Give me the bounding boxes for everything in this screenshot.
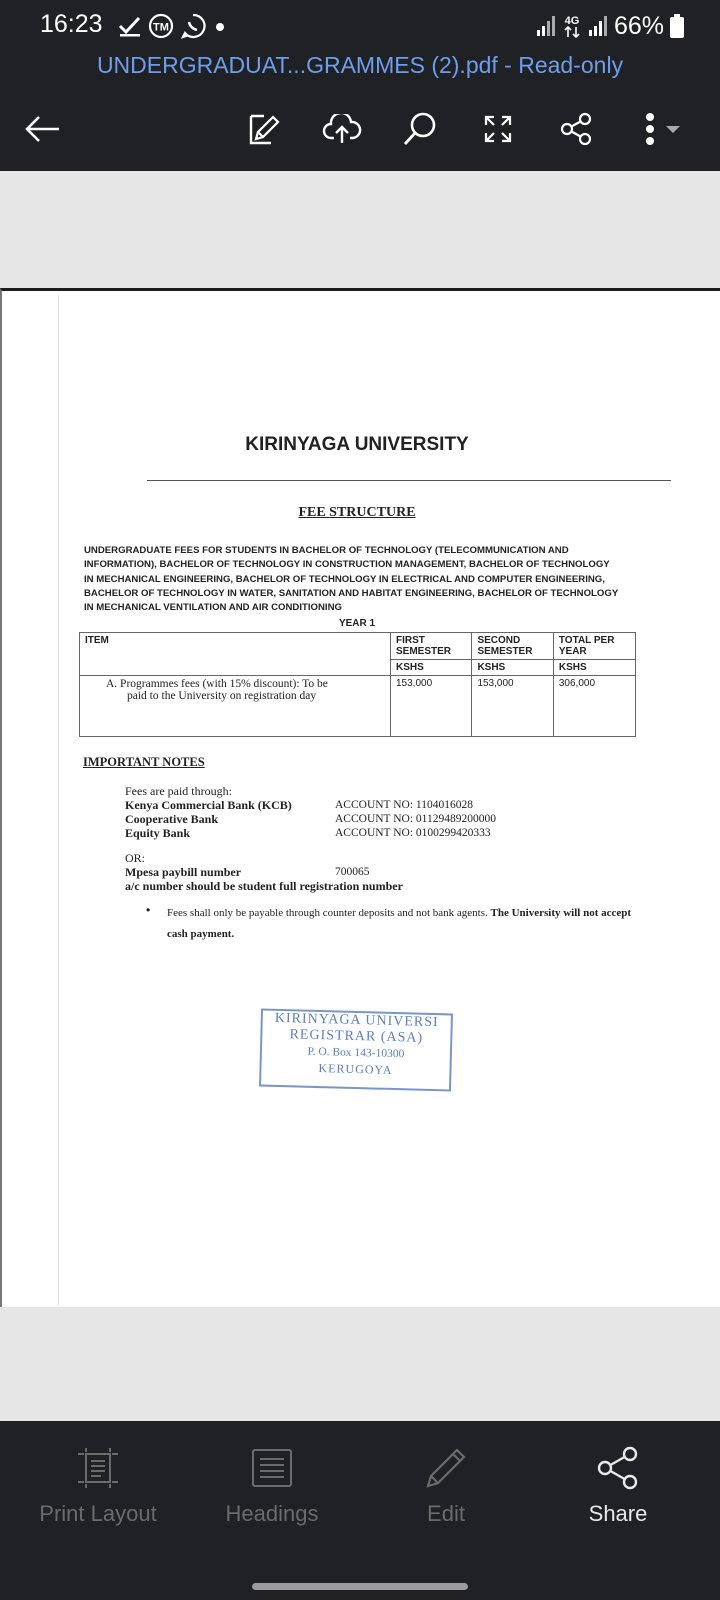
currency-cell: KSHS bbox=[472, 660, 553, 676]
description-line: UNDERGRADUATE FEES FOR STUDENTS IN BACHELOR OF TECHNOLOGY (TELECOMMUNICATION AND bbox=[84, 545, 569, 556]
description-line: INFORMATION), BACHELOR OF TECHNOLOGY IN CONSTRUCTION MANAGEMENT, BACHELOR OF TECHNOLOGY bbox=[84, 559, 610, 571]
year-label: YEAR 1 bbox=[338, 618, 376, 629]
stamp-line: P. O. Box 143-10300 bbox=[307, 1045, 405, 1061]
print-layout-button[interactable] bbox=[8, 1443, 188, 1543]
search-button[interactable] bbox=[396, 103, 444, 155]
4g-data-icon bbox=[562, 13, 582, 39]
notification-dot-icon bbox=[212, 18, 228, 34]
status-time: 16:23 bbox=[40, 10, 103, 38]
headings-button[interactable] bbox=[182, 1443, 362, 1543]
header-item: ITEM bbox=[80, 633, 391, 676]
fees-description bbox=[84, 544, 649, 615]
share-icon bbox=[596, 1446, 640, 1490]
account-number-note: a/c number should be student full registration number bbox=[125, 879, 403, 893]
signal-icon bbox=[588, 15, 608, 37]
bullet-note-text: Fees shall only be payable through counter deposits and not bank agents. bbox=[167, 907, 488, 919]
share-button-top[interactable] bbox=[552, 103, 600, 155]
table-row bbox=[80, 676, 636, 737]
header-total-per-year bbox=[553, 633, 635, 660]
mpesa-paybill-number: 700065 bbox=[335, 866, 370, 878]
header-text: SEMESTER bbox=[477, 646, 533, 657]
search-icon bbox=[402, 111, 438, 147]
paid-through-text: Fees are paid through: bbox=[125, 784, 232, 798]
dropdown-arrow-icon bbox=[665, 124, 681, 134]
back-arrow-icon bbox=[23, 114, 61, 144]
row-item-line: A. Programmes fees (with 15% discount): To be bbox=[106, 678, 328, 690]
whatsapp-icon bbox=[180, 13, 206, 39]
row-second-semester: 153,000 bbox=[472, 676, 553, 737]
currency-cell: KSHS bbox=[391, 660, 472, 676]
headings-icon bbox=[251, 1448, 293, 1488]
bullet-icon: • bbox=[146, 903, 151, 917]
stamp-line: KERUGOYA bbox=[318, 1061, 393, 1077]
header-text: SEMESTER bbox=[396, 646, 452, 657]
print-layout-icon bbox=[76, 1446, 120, 1490]
row-total: 306,000 bbox=[553, 676, 635, 737]
svg-text:TM: TM bbox=[153, 21, 169, 34]
fullscreen-button[interactable] bbox=[474, 103, 522, 155]
row-item-line: paid to the University on registration day bbox=[127, 690, 317, 702]
header-text: TOTAL PER bbox=[558, 635, 615, 646]
edit-document-button[interactable] bbox=[240, 103, 288, 155]
share-label: Share bbox=[588, 1501, 648, 1526]
bank-name: Cooperative Bank bbox=[125, 812, 218, 826]
bank-name: Equity Bank bbox=[125, 826, 191, 840]
back-button[interactable] bbox=[18, 103, 66, 155]
svg-text:4G: 4G bbox=[564, 15, 580, 27]
mpesa-label: Mpesa paybill number bbox=[125, 865, 242, 879]
header-second-semester bbox=[472, 633, 553, 660]
top-app-bar bbox=[0, 0, 720, 171]
row-item bbox=[80, 676, 391, 737]
print-layout-label: Print Layout bbox=[39, 1501, 157, 1526]
bank-account: ACCOUNT NO: 1104016028 bbox=[335, 799, 474, 811]
bank-account: ACCOUNT NO: 0100299420333 bbox=[335, 827, 491, 839]
headings-label: Headings bbox=[225, 1501, 319, 1526]
pdf-page[interactable] bbox=[0, 288, 720, 1307]
university-title: KIRINYAGA UNIVERSITY bbox=[245, 434, 469, 455]
title-divider bbox=[147, 480, 671, 481]
bullet-note bbox=[167, 903, 637, 945]
header-text: FIRST bbox=[396, 635, 425, 646]
toolbar bbox=[0, 103, 720, 155]
or-text: OR: bbox=[125, 851, 146, 865]
edit-label: Edit bbox=[427, 1501, 465, 1526]
bottom-bar bbox=[0, 1421, 720, 1600]
cloud-upload-button[interactable] bbox=[318, 103, 366, 155]
table-header-row bbox=[80, 633, 636, 660]
signal-icon bbox=[536, 15, 556, 37]
currency-cell: KSHS bbox=[553, 660, 635, 676]
more-menu-icon bbox=[643, 112, 657, 146]
header-first-semester bbox=[391, 633, 472, 660]
edit-document-icon bbox=[247, 112, 281, 146]
document-title[interactable]: UNDERGRADUAT...GRAMMES (2).pdf - Read-only bbox=[96, 52, 624, 78]
header-text: YEAR bbox=[558, 646, 587, 657]
description-line: BACHELOR OF TECHNOLOGY IN WATER, SANITATION AND HABITAT ENGINEERING, BACHELOR OF TECHNOLOGY bbox=[84, 587, 619, 599]
share-button[interactable] bbox=[528, 1443, 708, 1543]
bank-account: ACCOUNT NO: 01129489200000 bbox=[335, 813, 497, 825]
header-text: SECOND bbox=[477, 635, 521, 646]
fee-table bbox=[79, 632, 636, 737]
edit-button[interactable] bbox=[356, 1443, 536, 1543]
battery-icon bbox=[670, 14, 684, 38]
stamp-line: KIRINYAGA UNIVERSI bbox=[274, 1010, 439, 1031]
home-indicator[interactable] bbox=[252, 1583, 468, 1590]
share-icon bbox=[559, 112, 593, 146]
description-line: IN MECHANICAL VENTILATION AND AIR CONDITIONING bbox=[84, 602, 342, 614]
bank-name: Kenya Commercial Bank (KCB) bbox=[125, 798, 292, 812]
battery-percent: 66% bbox=[613, 11, 664, 40]
status-right bbox=[536, 12, 684, 40]
description-line: IN MECHANICAL ENGINEERING, BACHELOR OF TECHNOLOGY IN ELECTRICAL AND COMPUTER ENGINEERING, bbox=[84, 573, 605, 585]
cloud-upload-icon bbox=[322, 114, 362, 144]
status-bar bbox=[0, 0, 720, 52]
more-menu-button[interactable] bbox=[630, 103, 694, 155]
stamp-line: REGISTRAR (ASA) bbox=[289, 1027, 424, 1046]
notification-icons bbox=[118, 12, 228, 40]
registrar-stamp bbox=[259, 1009, 453, 1092]
bullet-note-bold: The University will not accept cash payment. bbox=[167, 907, 632, 940]
fee-structure-heading: FEE STRUCTURE bbox=[298, 505, 416, 520]
important-notes-heading: IMPORTANT NOTES bbox=[83, 755, 205, 769]
check-icon bbox=[118, 15, 142, 37]
fullscreen-icon bbox=[482, 113, 514, 145]
tm-icon bbox=[148, 13, 174, 39]
pencil-icon bbox=[424, 1446, 468, 1490]
row-first-semester: 153,000 bbox=[391, 676, 472, 737]
